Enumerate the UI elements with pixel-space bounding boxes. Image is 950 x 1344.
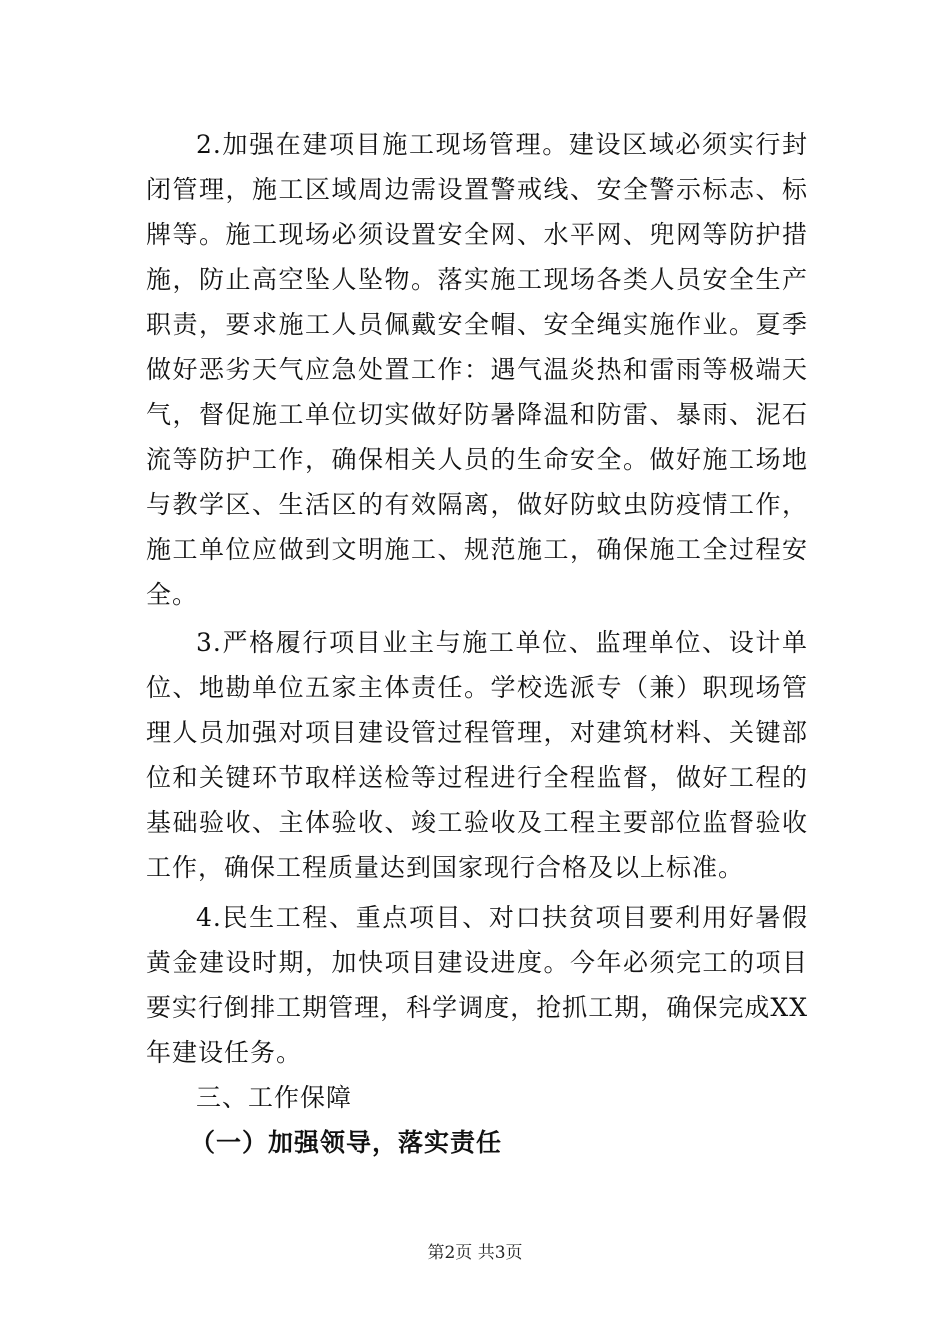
paragraph-3-line: 要实行倒排工期管理，科学调度，抢抓工期，确保完成XX [146, 993, 808, 1022]
paragraph-1-line: 流等防护工作，确保相关人员的生命安全。做好施工场地 [146, 445, 808, 474]
subsection-heading: （一）加强领导，落实责任 [190, 1128, 503, 1157]
paragraph-1-line: 职责，要求施工人员佩戴安全帽、安全绳实施作业。夏季 [146, 310, 808, 339]
section-heading: 三、工作保障 [196, 1083, 353, 1112]
paragraph-1-line: 施工单位应做到文明施工、规范施工，确保施工全过程安 [146, 535, 808, 564]
paragraph-2-line: 工作，确保工程质量达到国家现行合格及以上标准。 [146, 853, 745, 882]
paragraph-2-line: 基础验收、主体验收、竣工验收及工程主要部位监督验收 [146, 808, 808, 837]
paragraph-3-line: 4.民生工程、重点项目、对口扶贫项目要利用好暑假 [196, 903, 808, 932]
paragraph-1-line: 与教学区、生活区的有效隔离，做好防蚊虫防疫情工作， [146, 490, 808, 519]
paragraph-1-line: 全。 [146, 580, 199, 609]
paragraph-2-line: 3.严格履行项目业主与施工单位、监理单位、设计单 [196, 628, 808, 657]
paragraph-1-line: 气，督促施工单位切实做好防暑降温和防雷、暴雨、泥石 [146, 400, 808, 429]
paragraph-2-line: 理人员加强对项目建设管过程管理，对建筑材料、关键部 [146, 718, 808, 747]
paragraph-1-line: 闭管理，施工区域周边需设置警戒线、安全警示标志、标 [146, 175, 808, 204]
page-footer: 第2页 共3页 [427, 1243, 523, 1263]
paragraph-1-line: 做好恶劣天气应急处置工作：遇气温炎热和雷雨等极端天 [146, 355, 808, 384]
paragraph-3-line: 年建设任务。 [146, 1038, 303, 1067]
paragraph-2-line: 位、地勘单位五家主体责任。学校选派专（兼）职现场管 [146, 673, 808, 702]
paragraph-1-line: 牌等。施工现场必须设置安全网、水平网、兜网等防护措 [146, 220, 808, 249]
paragraph-1-line: 2.加强在建项目施工现场管理。建设区域必须实行封 [196, 130, 808, 159]
paragraph-1-line: 施，防止高空坠人坠物。落实施工现场各类人员安全生产 [146, 265, 808, 294]
paragraph-2-line: 位和关键环节取样送检等过程进行全程监督，做好工程的 [146, 763, 808, 792]
paragraph-3-line: 黄金建设时期，加快项目建设进度。今年必须完工的项目 [146, 948, 808, 977]
